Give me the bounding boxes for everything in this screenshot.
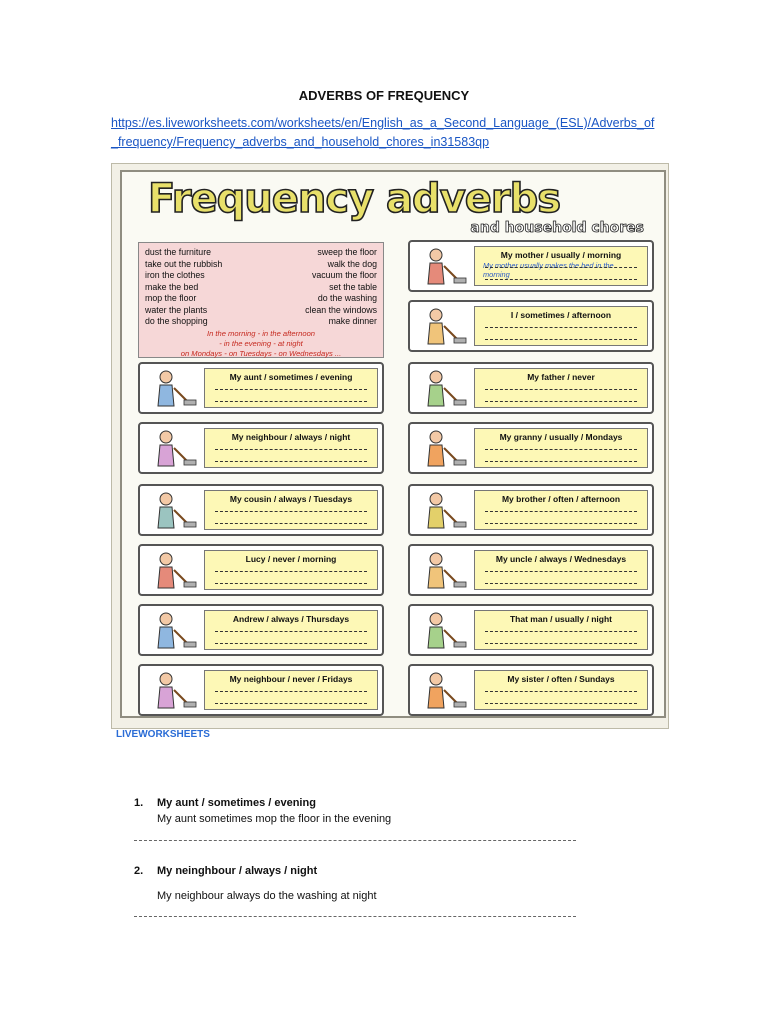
answer-line	[485, 703, 637, 704]
chore-illustration	[144, 670, 200, 710]
exercise-card	[138, 362, 384, 414]
chore-illustration	[144, 610, 200, 650]
answer-line	[215, 461, 367, 462]
card-prompt: My granny / usually / Mondays	[499, 432, 623, 442]
chore-item: take out the rubbish	[145, 258, 223, 269]
answer-line	[485, 327, 637, 328]
answer-line	[215, 523, 367, 524]
task-number: 2.	[134, 865, 144, 877]
answer-area[interactable]	[474, 670, 648, 710]
exercise-card	[408, 240, 654, 292]
answer-area[interactable]	[474, 306, 648, 346]
worksheet-subtitle: and household chores	[470, 220, 644, 236]
answer-line	[485, 511, 637, 512]
card-prompt: Andrew / always / Thursdays	[232, 614, 350, 624]
answer-area[interactable]	[474, 428, 648, 468]
answer-line	[485, 449, 637, 450]
exercise-card	[408, 664, 654, 716]
liveworksheets-logo: LIVEWORKSHEETS	[116, 729, 210, 740]
answer-area[interactable]	[474, 368, 648, 408]
worksheet-image	[111, 163, 669, 740]
worksheet-frame	[120, 170, 666, 718]
answer-line	[215, 401, 367, 402]
answer-rule	[134, 840, 576, 841]
answer-line	[215, 703, 367, 704]
answer-area[interactable]	[204, 550, 378, 590]
card-prompt: My aunt / sometimes / evening	[229, 372, 353, 382]
answer-line	[215, 691, 367, 692]
answer-line	[485, 267, 637, 268]
answer-line	[215, 511, 367, 512]
time-note: - in the evening - at night	[219, 339, 303, 348]
card-prompt: My father / never	[527, 372, 595, 382]
answer-line	[485, 401, 637, 402]
answer-line	[485, 339, 637, 340]
chore-item: sweep the floor	[317, 247, 377, 257]
answer-area[interactable]	[474, 550, 648, 590]
task-prompt: My neinghbour / always / night	[157, 865, 318, 877]
chore-illustration	[414, 610, 470, 650]
card-prompt: My neighbour / never / Fridays	[229, 674, 353, 684]
exercise-card	[138, 544, 384, 596]
exercise-card	[408, 300, 654, 352]
task-answer[interactable]: My aunt sometimes mop the floor in the evening	[157, 813, 392, 825]
card-prompt: I / sometimes / afternoon	[510, 310, 612, 320]
task-answer[interactable]: My neighbour always do the washing at night	[157, 890, 377, 902]
card-prompt: Lucy / never / morning	[245, 554, 337, 564]
exercise-card	[138, 604, 384, 656]
exercise-card	[408, 604, 654, 656]
answer-area[interactable]	[204, 610, 378, 650]
answer-area[interactable]	[204, 670, 378, 710]
answer-line	[485, 643, 637, 644]
document-title: ADVERBS OF FREQUENCY	[298, 88, 470, 103]
exercise-card	[408, 484, 654, 536]
answer-line	[485, 691, 637, 692]
chore-illustration	[414, 368, 470, 408]
time-note: on Mondays - on Tuesdays - on Wednesdays ...	[180, 349, 342, 358]
chore-illustration	[414, 670, 470, 710]
exercise-card	[408, 422, 654, 474]
chore-illustration	[414, 490, 470, 530]
chore-item: make the bed	[145, 281, 199, 292]
chore-item: do the shopping	[145, 316, 208, 326]
card-prompt: My cousin / always / Tuesdays	[229, 494, 353, 504]
chore-item: set the table	[329, 281, 377, 292]
chore-item: make dinner	[328, 316, 377, 326]
answer-line	[485, 461, 637, 462]
exercise-card	[408, 544, 654, 596]
chore-item: mop the floor	[145, 293, 197, 303]
card-prompt: That man / usually / night	[509, 614, 612, 624]
answer-area[interactable]	[474, 246, 648, 286]
exercise-card	[138, 484, 384, 536]
source-link[interactable]: https://es.liveworksheets.com/worksheets/en/English_as_a_Second_Language_(ESL)/Adverbs_of_frequency/Frequency_adverbs_and_household_chores_in31583qp	[111, 116, 655, 149]
card-answer[interactable]: My mother usually makes the bed in the morning	[483, 261, 614, 279]
answer-line	[215, 583, 367, 584]
answer-rule	[134, 916, 576, 917]
time-notes	[139, 329, 383, 359]
exercise-card	[138, 422, 384, 474]
card-prompt: My brother / often / afternoon	[501, 494, 621, 504]
chore-item: dust the furniture	[145, 247, 212, 257]
card-prompt: My sister / often / Sundays	[507, 674, 615, 684]
chore-illustration	[144, 368, 200, 408]
chore-item: clean the windows	[305, 304, 377, 315]
worksheet-title: Frequency adverbs	[148, 176, 561, 222]
answer-line	[215, 571, 367, 572]
task-number: 1.	[134, 797, 144, 809]
answer-line	[215, 643, 367, 644]
card-prompt: My uncle / always / Wednesdays	[495, 554, 627, 564]
task-prompt: My aunt / sometimes / evening	[157, 797, 316, 809]
chore-item: walk the dog	[327, 258, 377, 269]
chore-item: iron the clothes	[145, 270, 205, 280]
chore-illustration	[414, 550, 470, 590]
chore-illustration	[414, 428, 470, 468]
card-prompt: My mother / usually / morning	[500, 250, 622, 260]
answer-line	[485, 279, 637, 280]
answer-line	[485, 583, 637, 584]
chore-illustration	[144, 550, 200, 590]
exercise-card	[408, 362, 654, 414]
chore-illustration	[144, 490, 200, 530]
chore-item: water the plants	[145, 304, 208, 315]
answer-line	[215, 389, 367, 390]
chore-item: do the washing	[317, 293, 377, 303]
time-note: In the morning - in the afternoon	[206, 329, 316, 338]
chores-box	[138, 242, 384, 358]
card-prompt: My neighbour / always / night	[231, 432, 351, 442]
answer-line	[485, 571, 637, 572]
answer-line	[485, 631, 637, 632]
answer-line	[485, 523, 637, 524]
chore-illustration	[144, 428, 200, 468]
answer-area[interactable]	[204, 490, 378, 530]
answer-area[interactable]	[204, 368, 378, 408]
answer-area[interactable]	[474, 490, 648, 530]
chore-illustration	[414, 306, 470, 346]
chore-item: vacuum the floor	[311, 270, 377, 280]
chore-illustration	[414, 246, 470, 286]
exercise-card	[138, 664, 384, 716]
answer-line	[215, 449, 367, 450]
answer-line	[215, 631, 367, 632]
answer-area[interactable]	[204, 428, 378, 468]
answer-line	[485, 389, 637, 390]
answer-area[interactable]	[474, 610, 648, 650]
